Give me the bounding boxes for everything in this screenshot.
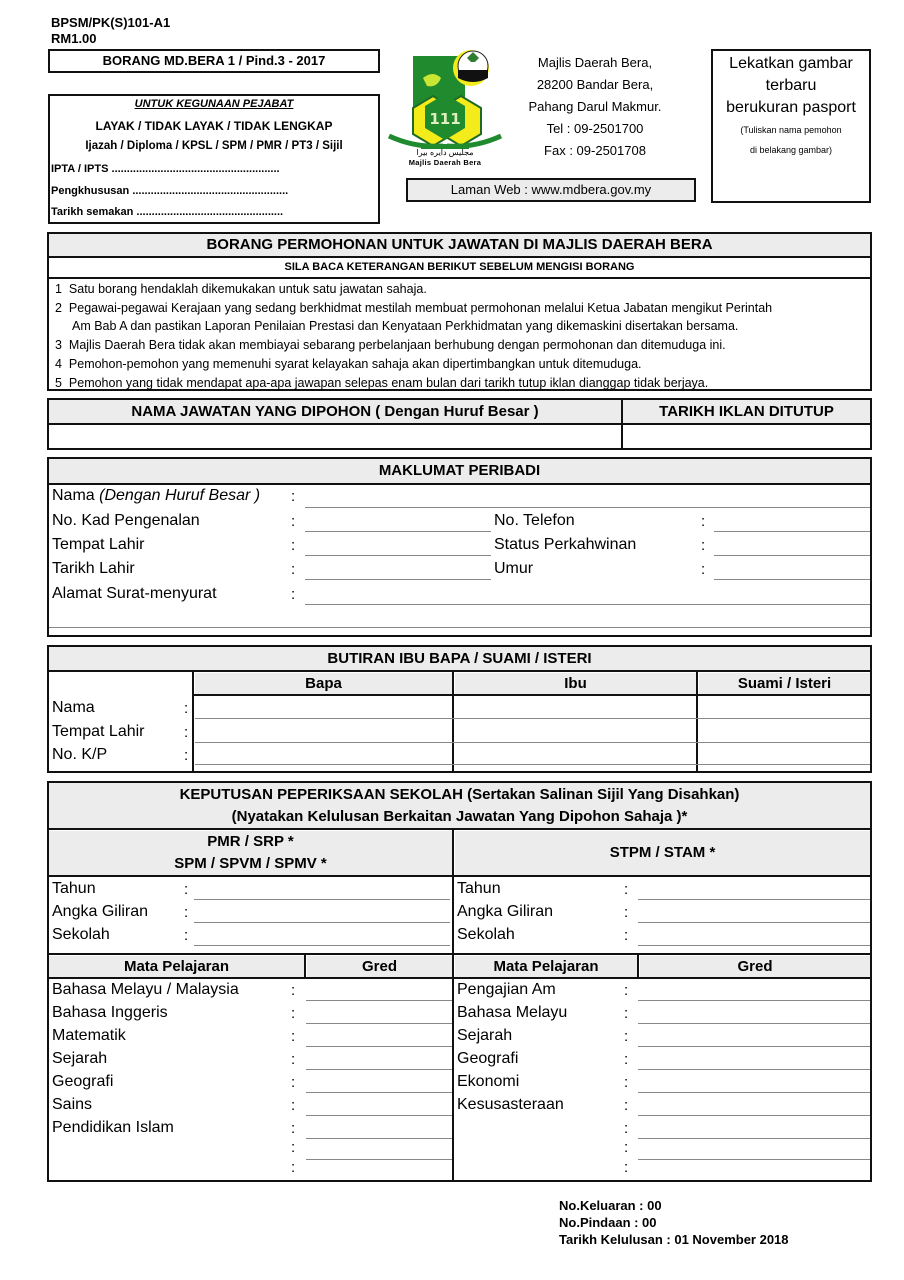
document-control <box>559 1197 789 1248</box>
stpm-grade-input[interactable] <box>638 1046 870 1047</box>
photo-box[interactable]: Lekatkan gambar terbaru berukuran pasport (Tuliskan nama pemohon di belakang gambar) <box>711 49 871 203</box>
status-options: LAYAK / TIDAK LAYAK / TIDAK LENGKAP <box>95 119 333 133</box>
form-title-box: BORANG MD.BERA 1 / Pind.3 - 2017 <box>48 49 380 73</box>
issue-number: No.Keluaran : 00 <box>559 1198 662 1213</box>
spm-subject-row: Geografi <box>52 1073 114 1090</box>
phone-input[interactable] <box>714 531 870 532</box>
amendment-number: No.Pindaan : 00 <box>559 1215 657 1230</box>
closing-date-input[interactable] <box>624 426 870 448</box>
age-input[interactable] <box>714 579 870 580</box>
family-ic-label: No. K/P <box>52 746 108 763</box>
spm-grade-input[interactable] <box>306 1046 452 1047</box>
stpm-school-label: Sekolah <box>457 926 515 943</box>
stpm-year-label: Tahun <box>457 880 501 897</box>
family-name-inputs[interactable] <box>195 718 870 719</box>
family-section: BUTIRAN IBU BAPA / SUAMI / ISTERI Bapa Ibu Suami / Isteri Nama : Tempat Lahir : No. K/P : <box>47 645 872 773</box>
personal-info-title: MAKLUMAT PERIBADI <box>49 459 870 483</box>
stpm-subject-row: Sejarah <box>457 1027 513 1044</box>
stpm-year-input[interactable] <box>638 899 870 900</box>
ic-label: No. Kad Pengenalan <box>52 512 200 529</box>
stpm-grade-header: Gred <box>640 956 870 977</box>
spm-subject-row: Pendidikan Islam <box>52 1119 174 1136</box>
family-birthplace-label: Tempat Lahir <box>52 723 145 740</box>
instruction-item: 3 Majlis Daerah Bera tidak akan membiayai sebarang perbelanjaan berhubung dengan permohonan dan ditemuduga ini. <box>55 338 726 352</box>
specialization-field[interactable]: Pengkhususan ................................................... <box>51 185 289 197</box>
address-input-line2[interactable] <box>49 627 870 628</box>
website-link[interactable]: Laman Web : www.mdbera.gov.my <box>406 178 696 202</box>
phone-label: No. Telefon <box>494 512 575 529</box>
column-father: Bapa <box>195 673 452 694</box>
marital-input[interactable] <box>714 555 870 556</box>
spm-subject-row: Sejarah <box>52 1050 108 1067</box>
stpm-subject-row: Ekonomi <box>457 1073 520 1090</box>
office-use-title: UNTUK KEGUNAAN PEJABAT <box>134 98 294 110</box>
stpm-subject-row: Pengajian Am <box>457 981 556 998</box>
ic-input[interactable] <box>305 531 491 532</box>
approval-date: Tarikh Kelulusan : 01 November 2018 <box>559 1232 789 1247</box>
spm-index-label: Angka Giliran <box>52 903 149 920</box>
stpm-grade-input[interactable] <box>638 1138 870 1139</box>
spm-subject-row: Matematik <box>52 1027 126 1044</box>
spm-header: PMR / SRP * SPM / SPVM / SPMV * <box>49 831 452 875</box>
council-logo <box>385 48 505 170</box>
dob-label: Tarikh Lahir <box>52 560 135 577</box>
stpm-subject-row: Bahasa Melayu <box>457 1004 568 1021</box>
position-header: NAMA JAWATAN YANG DIPOHON ( Dengan Huruf Besar ) <box>49 400 621 423</box>
name-label: Nama (Dengan Huruf Besar ) <box>52 487 261 504</box>
spm-school-input[interactable] <box>194 945 450 946</box>
stpm-grade-input[interactable] <box>638 1069 870 1070</box>
stpm-header: STPM / STAM * <box>455 831 870 875</box>
birthplace-input[interactable] <box>305 555 491 556</box>
instruction-item: 4 Pemohon-pemohon yang memenuhi syarat kelayakan sahaja akan dipertimbangkan untuk ditemuduga. <box>55 357 642 371</box>
stpm-grade-input[interactable] <box>638 1023 870 1024</box>
stpm-school-input[interactable] <box>638 945 870 946</box>
closing-date-header: TARIKH IKLAN DITUTUP <box>623 400 870 423</box>
stpm-grade-input[interactable] <box>638 1092 870 1093</box>
stpm-index-label: Angka Giliran <box>457 903 554 920</box>
position-input[interactable] <box>49 426 621 448</box>
stpm-grade-input[interactable] <box>638 1115 870 1116</box>
instruction-item: 1 Satu borang hendaklah dikemukakan untuk satu jawatan sahaja. <box>55 282 427 296</box>
stpm-grade-input[interactable] <box>638 1159 870 1160</box>
instructions-section <box>47 232 872 391</box>
stpm-subject-row: Geografi <box>457 1050 519 1067</box>
name-input[interactable] <box>305 507 870 508</box>
svg-text:111: 111 <box>429 110 461 128</box>
spm-school-label: Sekolah <box>52 926 110 943</box>
stpm-subject-row: Kesusasteraan <box>457 1096 564 1113</box>
spm-subject-row: Bahasa Melayu / Malaysia <box>52 981 239 998</box>
family-title: BUTIRAN IBU BAPA / SUAMI / ISTERI <box>49 647 870 670</box>
family-birthplace-inputs[interactable] <box>195 742 870 743</box>
spm-grade-input[interactable] <box>306 1000 452 1001</box>
logo-arabic-caption: مجليس دايره بيرا <box>416 148 474 157</box>
form-code: BPSM/PK(S)101-A1 <box>51 15 171 30</box>
exam-title: KEPUTUSAN PEPERIKSAAN SEKOLAH (Sertakan Salinan Sijil Yang Disahkan) (Nyatakan Kelulusan Berkaitan Jawatan Yang Dipohon Sahaja )* <box>49 783 870 828</box>
family-name-label: Nama <box>52 699 95 716</box>
exam-section: KEPUTUSAN PEPERIKSAAN SEKOLAH (Sertakan Salinan Sijil Yang Disahkan) (Nyatakan Kelulusan Berkaitan Jawatan Yang Dipohon Sahaja )* PMR / SRP * SPM / SPVM / SPMV * STPM / STAM * Tahun : Angka Giliran : Sekolah : Tahun : Angka Giliran : Sekolah : Mata Pelajaran Gred Mata Pelajaran Gred Bahasa Melayu / Malaysia Bahasa Inggeris Matematik Sejarah Geografi Sains Pendidikan Islam : : : : : : : : : Pengajian Am Bahasa Melayu Sejarah Geografi Ekonomi Kesusasteraan : : : : : : : : : <box>47 781 872 1182</box>
review-date-field[interactable]: Tarikh semakan ................................................ <box>51 206 284 218</box>
instructions-heading: SILA BACA KETERANGAN BERIKUT SEBELUM MENGISI BORANG <box>284 261 635 273</box>
ipta-ipts-field[interactable]: IPTA / IPTS ....................................................... <box>51 163 280 175</box>
age-label: Umur <box>494 560 534 577</box>
spm-year-input[interactable] <box>194 899 450 900</box>
address-input-line1[interactable] <box>305 604 870 605</box>
marital-label: Status Perkahwinan <box>494 536 637 553</box>
instructions-list: 1 Satu borang hendaklah dikemukakan untuk satu jawatan sahaja. 2 Pegawai-pegawai Kerajaan yang sedang berkhidmat mestilah membuat permohonan melalui Ketua Jabatan mengikut Perintah Am Bab A dan pastikan Laporan Penilaian Prestasi dan Kenyataan Perkhidmatan yang dikemaskini disertakan bersama. 3 Majlis Daerah Bera tidak akan membiayai sebarang perbelanjaan berhubung dengan permohonan dan ditemuduga ini. 4 Pemohon-pemohon yang memenuhi syarat kelayakan sahaja akan dipertimbangkan untuk ditemuduga. 5 Pemohon yang tidak mendapat apa-apa jawapan selepas enam bulan dari tarikh tutup iklan dianggap tidak berjaya. <box>55 280 772 393</box>
form-price: RM1.00 <box>51 31 97 46</box>
spm-grade-header: Gred <box>307 956 452 977</box>
council-address: Majlis Daerah Bera, 28200 Bandar Bera, Pahang Darul Makmur. Tel : 09-2501700 Fax : 09-2501708 <box>528 55 662 158</box>
spm-grade-input[interactable] <box>306 1159 452 1160</box>
address-label: Alamat Surat-menyurat <box>52 585 217 602</box>
qualification-options: Ijazah / Diploma / KPSL / SPM / PMR / PT3 / Sijil <box>85 140 343 152</box>
column-mother: Ibu <box>455 673 696 694</box>
spm-subject-header: Mata Pelajaran <box>49 956 304 977</box>
main-title: BORANG PERMOHONAN UNTUK JAWATAN DI MAJLIS DAERAH BERA <box>49 234 870 256</box>
spm-grade-input[interactable] <box>306 1069 452 1070</box>
office-use-box <box>48 94 380 224</box>
spm-subject-row: Bahasa Inggeris <box>52 1004 168 1021</box>
stpm-grade-input[interactable] <box>638 1000 870 1001</box>
spm-year-label: Tahun <box>52 880 96 897</box>
stpm-subject-header: Mata Pelajaran <box>455 956 637 977</box>
personal-info-section: MAKLUMAT PERIBADI Nama (Dengan Huruf Besar ) : No. Kad Pengenalan : No. Telefon : Tempat Lahir : Status Perkahwinan : Tarikh Lahir : Umur : Alamat Surat-menyurat : <box>47 457 872 637</box>
spm-grade-input[interactable] <box>306 1092 452 1093</box>
spm-subject-row: Sains <box>52 1096 93 1113</box>
birthplace-label: Tempat Lahir <box>52 536 145 553</box>
spm-grade-input[interactable] <box>306 1138 452 1139</box>
family-ic-inputs[interactable] <box>195 764 870 765</box>
instruction-item: 2 Pegawai-pegawai Kerajaan yang sedang berkhidmat mestilah membuat permohonan melalui Ketua Jabatan mengikut Perintah <box>55 301 773 315</box>
instruction-item: 5 Pemohon yang tidak mendapat apa-apa jawapan selepas enam bulan dari tarikh tutup iklan dianggap tidak berjaya. <box>55 376 709 390</box>
logo-caption: Majlis Daerah Bera <box>408 158 482 167</box>
spm-index-input[interactable] <box>194 922 450 923</box>
dob-input[interactable] <box>305 579 491 580</box>
spm-grade-input[interactable] <box>306 1115 452 1116</box>
spm-grade-input[interactable] <box>306 1023 452 1024</box>
position-section <box>47 398 872 450</box>
column-spouse: Suami / Isteri <box>699 673 870 694</box>
stpm-index-input[interactable] <box>638 922 870 923</box>
